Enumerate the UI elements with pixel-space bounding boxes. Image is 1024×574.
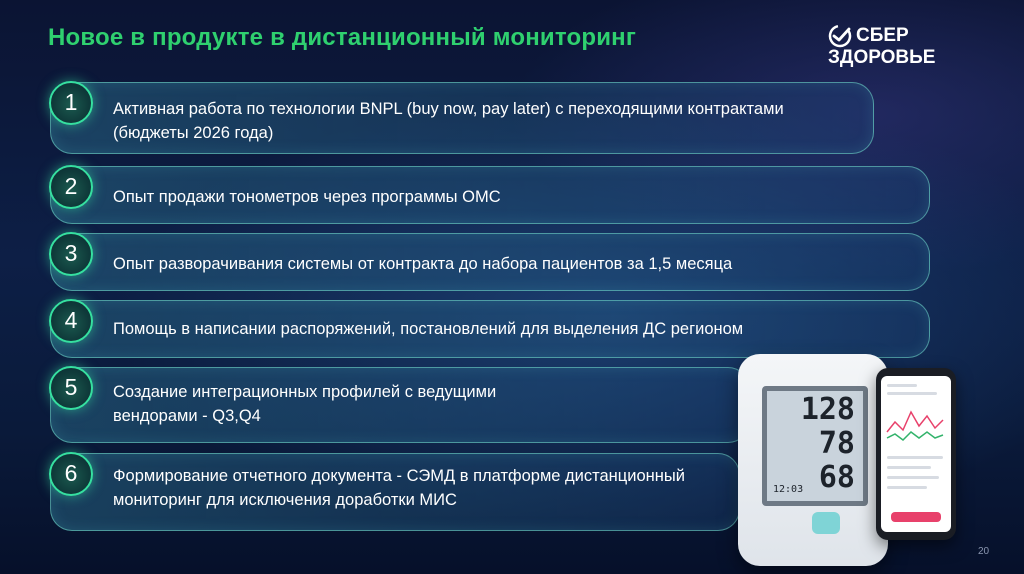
- list-item-1: [50, 82, 874, 154]
- list-item-text: Помощь в написании распоряжений, постановлений для выделения ДС регионом: [113, 320, 744, 338]
- list-item-text: Опыт разворачивания системы от контракта до набора пациентов за 1,5 месяца: [113, 255, 733, 273]
- number-badge: 4: [49, 299, 93, 343]
- phone-screen: [881, 376, 951, 532]
- pulse-reading: 68: [818, 460, 855, 495]
- monitor-start-button: [812, 512, 840, 534]
- sber-zdorovie-logo: [828, 22, 988, 74]
- list-item-text: Создание интеграционных профилей с ведущими вендорами - Q3,Q4: [113, 383, 497, 425]
- list-item-text: Формирование отчетного документа - СЭМД в платформе дистанционный мониторинг для исключения доработки МИС: [113, 467, 685, 509]
- list-item-text: Активная работа по технологии BNPL (buy now, pay later) с переходящими контрактами (бюджеты 2026 года): [113, 100, 784, 142]
- list-item-5: [50, 367, 750, 443]
- diastolic-reading: 78: [818, 426, 855, 461]
- number-badge: 6: [49, 452, 93, 496]
- number-badge: 2: [49, 165, 93, 209]
- monitor-display: [762, 386, 868, 506]
- systolic-reading: 128: [800, 392, 855, 427]
- list-item-2: [50, 166, 930, 224]
- pressure-chart-graphic: [885, 402, 947, 446]
- phone-app-button: [891, 512, 941, 522]
- blood-pressure-monitor-image: [738, 354, 888, 566]
- number-badge: 5: [49, 366, 93, 410]
- list-item-text: Опыт продажи тонометров через программы ОМС: [113, 188, 501, 206]
- list-item-6: [50, 453, 740, 531]
- number-badge: 3: [49, 232, 93, 276]
- logo-text-line1: СБЕР: [856, 25, 909, 46]
- page-number: 20: [978, 546, 990, 557]
- monitor-time: 12:03: [773, 484, 804, 495]
- sber-check-icon: [828, 24, 852, 48]
- number-badge: 1: [49, 81, 93, 125]
- smartphone-app-image: [876, 368, 956, 540]
- list-item-3: [50, 233, 930, 291]
- logo-text-line2: ЗДОРОВЬЕ: [828, 47, 936, 68]
- list-item-4: [50, 300, 930, 358]
- slide-title: Новое в продукте в дистанционный мониторинг: [48, 24, 637, 51]
